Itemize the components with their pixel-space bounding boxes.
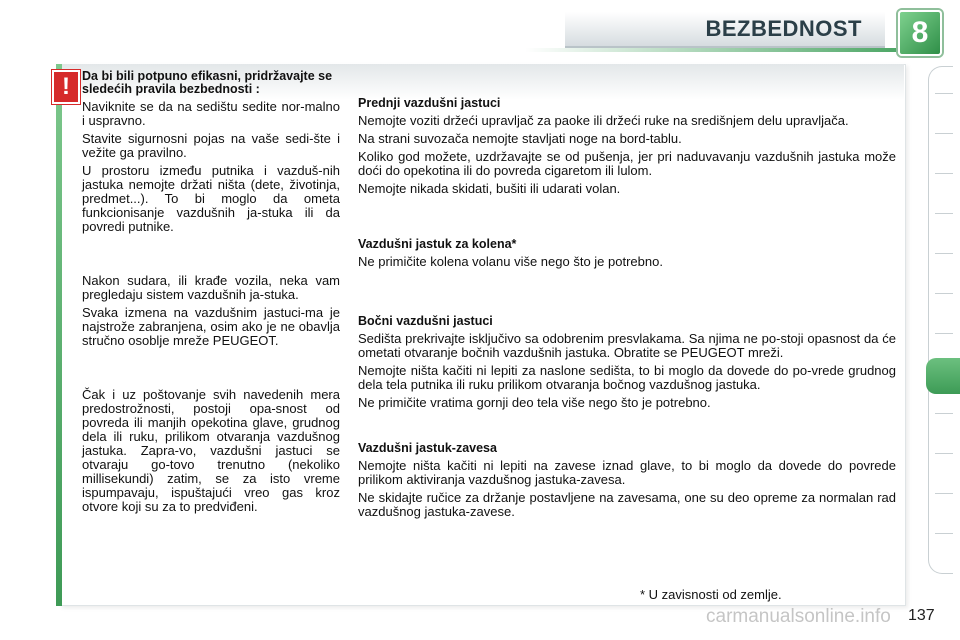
warning-icon: ! (52, 70, 80, 104)
left-paragraph: Naviknite se da na sedištu sedite nor-malno i uspravno. (82, 99, 340, 128)
footnote: * U zavisnosti od zemlje. (640, 587, 782, 602)
front-airbags-heading: Prednji vazdušni jastuci (358, 96, 501, 110)
front-airbags-paragraph: Na strani suvozača nemojte stavljati noge na bord-tablu. (358, 131, 682, 146)
side-airbags-heading: Bočni vazdušni jastuci (358, 314, 493, 328)
left-paragraph: Čak i uz poštovanje svih navedenih mera predostrožnosti, postoji opa-snost od povreda ili manjih opekotina glave, grudnog dela ili ruku, prilikom otvaranja vazdušnog jastuka. Zapra-vo, vazdušni jastuci se otvaraju go-tovo trenutno (nekoliko millisekundi) zatim, se za isto vreme ispumpavaju, ispuštajući vreo gas kroz otvore koji su za to predviđeni. (82, 387, 340, 514)
chapter-badge: 8 (898, 10, 942, 56)
side-airbags-paragraph: Ne primičite vratima gornji deo tela više nego što je potrebno. (358, 395, 711, 410)
left-paragraph: Stavite sigurnosni pojas na vaše sedi-šte i vežite ga pravilno. (82, 131, 340, 160)
curtain-airbag-heading: Vazdušni jastuk-zavesa (358, 441, 497, 455)
active-chapter-tab (926, 358, 960, 394)
right-column (358, 97, 896, 523)
page-number: 137 (908, 607, 935, 624)
curtain-airbag-paragraph: Ne skidajte ručice za držanje postavljene na zavesama, one su deo opreme za normalan rad vazdušnog jastuka-zavese. (358, 490, 896, 519)
side-airbags-paragraph: Nemojte ništa kačiti ni lepiti za naslone sedišta, to bi moglo da dovede do po-vrede grudnog dela tela putnika ili ruku prilikom otvaranja bočnog vazdušnog jastuka. (358, 363, 896, 392)
page-title: BEZBEDNOST (705, 16, 862, 41)
chapter-tab-rail (928, 66, 953, 574)
knee-airbag-heading: Vazdušni jastuk za kolena* (358, 237, 517, 251)
front-airbags-paragraph: Koliko god možete, uzdržavajte se od pušenja, jer pri naduvavanju vazdušnih jastuka može doći do opekotina ili do povreda cigaretom ili lulom. (358, 149, 896, 178)
left-column (82, 70, 340, 518)
watermark: carmanualsonline.info (706, 606, 891, 627)
side-airbags-paragraph: Sedišta prekrivajte isključivo sa odobrenim presvlakama. Sa njima ne po-stoji opasnost da će ometati otvaranje bočnih vazdušnih jastuka. Obratite se PEUGEOT mreži. (358, 331, 896, 360)
left-paragraph: Nakon sudara, ili krađe vozila, neka vam pregledaju sistem vazdušnih ja-stuka. (82, 273, 340, 302)
panel-left-stripe (56, 64, 62, 606)
front-airbags-paragraph: Nemojte nikada skidati, bušiti ili udarati volan. (358, 181, 621, 196)
left-paragraph: U prostoru između putnika i vazduš-nih jastuka nemojte držati ništa (dete, životinja, predmet...). To bi moglo da ometa funkcionisanje vazdušnih ja-stuka ili da povredi putnike. (82, 163, 340, 234)
left-paragraph: Svaka izmena na vazdušnim jastuci-ma je najstrože zabranjena, osim ako je ne obavlja stručno osoblje mreže PEUGEOT. (82, 305, 340, 348)
curtain-airbag-paragraph: Nemojte ništa kačiti ni lepiti na zavese iznad glave, to bi moglo da dovede do povrede prilikom aktiviranja vazdušnog jastuka-zavesa. (358, 458, 896, 487)
knee-airbag-paragraph: Ne primičite kolena volanu više nego što je potrebno. (358, 254, 663, 269)
safety-rules-heading: Da bi bili potpuno efikasni, pridržavajte se sledećih pravila bezbednosti : (82, 69, 333, 96)
front-airbags-paragraph: Nemojte voziti držeći upravljač za paoke ili držeći ruke na središnjem delu upravljača. (358, 113, 849, 128)
